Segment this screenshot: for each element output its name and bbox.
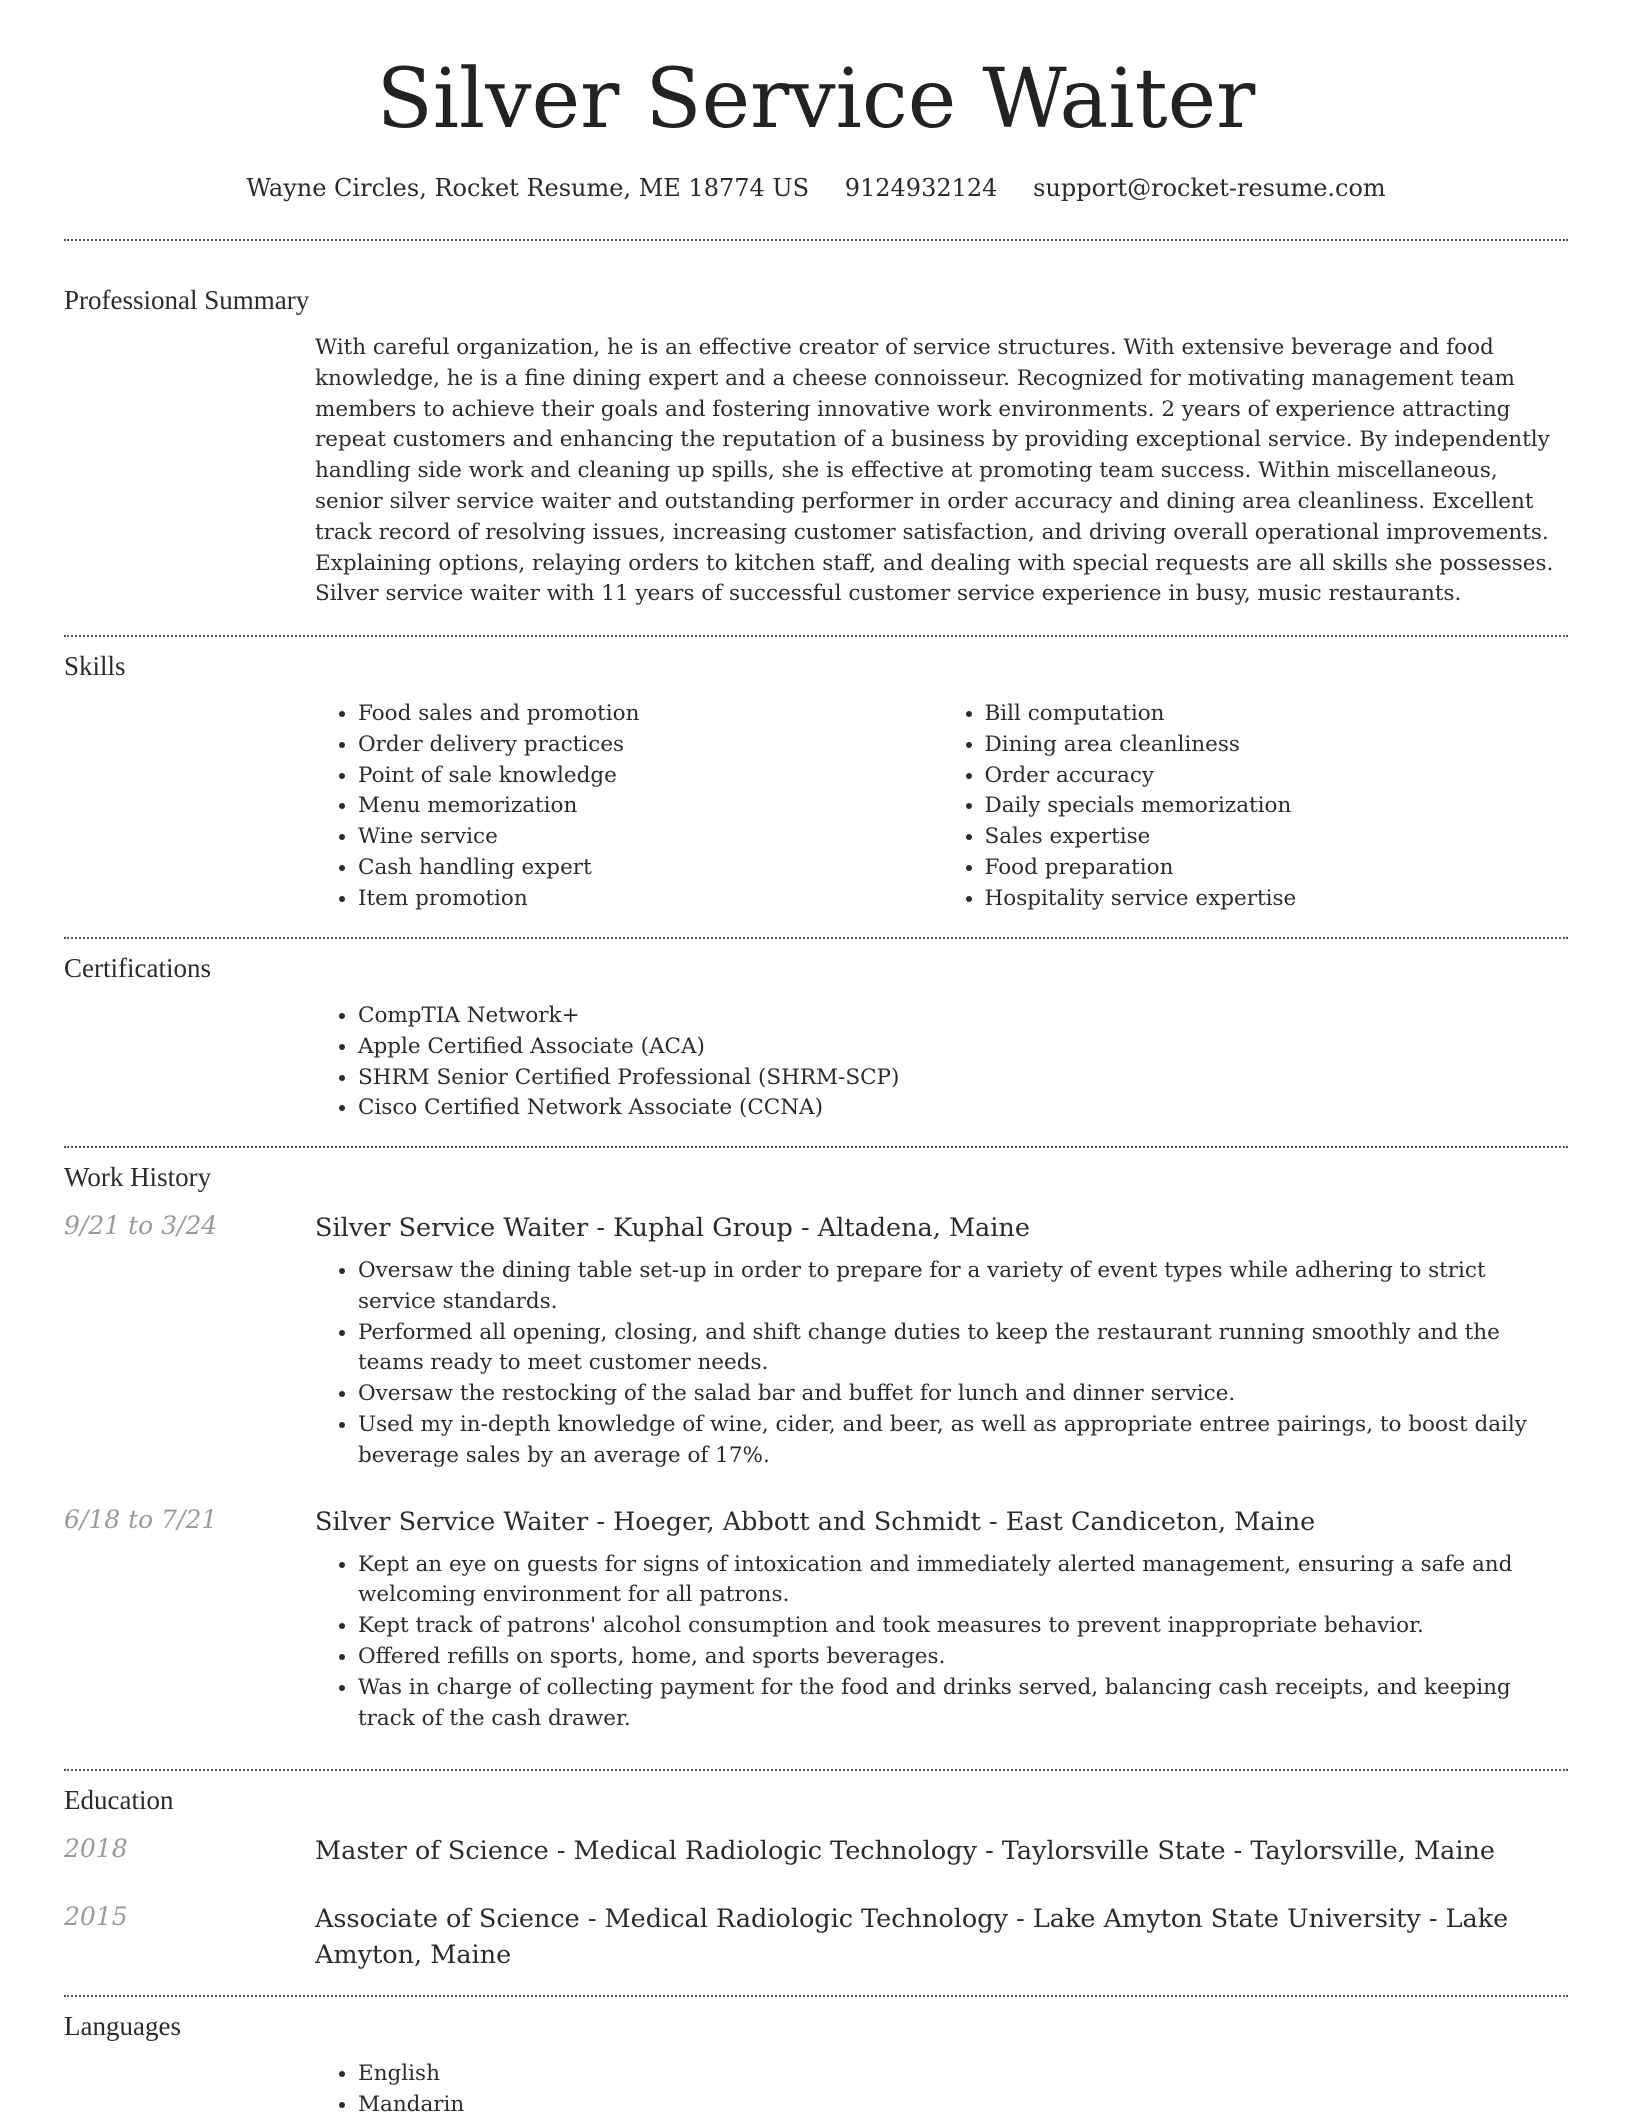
skill-item: • Cash handling expert	[358, 853, 942, 884]
job-duty-item: • Offered refills on sports, home, and sports beverages.	[358, 1642, 1568, 1673]
skill-item: • Order delivery practices	[358, 730, 942, 761]
section-divider	[64, 1769, 1568, 1771]
section-divider	[64, 635, 1568, 637]
skill-item: • Order accuracy	[985, 761, 1569, 792]
skill-item: • Item promotion	[358, 884, 942, 915]
contact-email: support@rocket-resume.com	[1033, 174, 1386, 202]
certifications-list	[315, 1001, 1568, 1124]
contact-phone: 9124932124	[844, 174, 998, 202]
education-title: Associate of Science - Medical Radiologic Technology - Lake Amyton State University - Lake Amyton, Maine	[315, 1904, 1509, 1970]
skill-item: • Bill computation	[985, 699, 1569, 730]
contact-address: Wayne Circles, Rocket Resume, ME 18774 US	[246, 174, 810, 202]
languages-section	[64, 1995, 1568, 2121]
skill-item: • Hospitality service expertise	[985, 884, 1569, 915]
education-entry	[64, 1833, 1568, 1869]
skill-item: • Daily specials memorization	[985, 791, 1569, 822]
education-year: 2018	[64, 1834, 128, 1863]
job-entry	[64, 1210, 1568, 1472]
job-duty-list	[315, 1550, 1568, 1735]
job-duty-item: • Used my in-depth knowledge of wine, cider, and beer, as well as appropriate entree pairings, to boost daily beverage sales by an average of 17%.	[358, 1410, 1568, 1472]
languages-list	[315, 2059, 1568, 2121]
job-duty-item: • Kept track of patrons' alcohol consumption and took measures to prevent inappropriate behavior.	[358, 1611, 1568, 1642]
job-duty-item: • Was in charge of collecting payment for the food and drinks served, balancing cash receipts, and keeping track of the cash drawer.	[358, 1673, 1568, 1735]
job-duty-item: • Oversaw the restocking of the salad bar and buffet for lunch and dinner service.	[358, 1379, 1568, 1410]
certification-item: • Cisco Certified Network Associate (CCNA)	[358, 1093, 1568, 1124]
certification-item: • CompTIA Network+	[358, 1001, 1568, 1032]
summary-text: With careful organization, he is an effective creator of service structures. With extensive beverage and food knowledge, he is a fine dining expert and a cheese connoisseur. Recognized for motivating management team members to achieve their goals and fostering innovative work environments. 2 years of experience attracting repeat customers and enhancing the reputation of a business by providing exceptional service. By independently handling side work and cleaning up spills, she is effective at promoting team success. Within miscellaneous, senior silver service waiter and outstanding performer in order accuracy and dining area cleanliness. Excellent track record of resolving issues, increasing customer satisfaction, and driving overall operational improvements. Explaining options, relaying orders to kitchen staff, and dealing with special requests are all skills she possesses. Silver service waiter with 11 years of successful customer service experience in busy, music restaurants.	[315, 335, 1554, 607]
skills-columns	[315, 699, 1568, 915]
languages-body	[315, 2059, 1568, 2121]
section-divider	[64, 239, 1568, 241]
resume-name: Silver Service Waiter	[376, 52, 1256, 147]
skill-item: • Menu memorization	[358, 791, 942, 822]
job-duties	[315, 1550, 1568, 1735]
skill-item: • Food sales and promotion	[358, 699, 942, 730]
education-entry	[64, 1901, 1568, 1973]
job-duties	[315, 1256, 1568, 1472]
certification-item: • Apple Certified Associate (ACA)	[358, 1032, 1568, 1063]
job-duty-item: • Oversaw the dining table set-up in order to prepare for a variety of event types while adhering to strict service standards.	[358, 1256, 1568, 1318]
job-title: Silver Service Waiter - Kuphal Group - Altadena, Maine	[315, 1213, 1030, 1243]
job-duty-item: • Kept an eye on guests for signs of intoxication and immediately alerted management, ensuring a safe and welcoming environment for all patrons.	[358, 1550, 1568, 1612]
certifications-heading: Certifications	[64, 953, 211, 983]
skill-item: • Point of sale knowledge	[358, 761, 942, 792]
section-divider	[64, 1995, 1568, 1997]
skills-list-left	[315, 699, 942, 915]
skill-item: • Wine service	[358, 822, 942, 853]
job-dates: 6/18 to 7/21	[64, 1504, 218, 1534]
skill-item: • Sales expertise	[985, 822, 1569, 853]
section-divider	[64, 937, 1568, 939]
skills-list-right	[942, 699, 1569, 915]
job-entry	[64, 1504, 1568, 1735]
certifications-body	[315, 1001, 1568, 1124]
job-duty-item: • Performed all opening, closing, and shift change duties to keep the restaurant running smoothly and the teams ready to meet customer needs.	[358, 1318, 1568, 1380]
certifications-section	[64, 937, 1568, 1124]
job-title: Silver Service Waiter - Hoeger, Abbott and Schmidt - East Candiceton, Maine	[315, 1506, 1316, 1537]
education-year: 2015	[64, 1902, 128, 1931]
language-item: • English	[358, 2059, 1568, 2090]
job-dates: 9/21 to 3/24	[64, 1211, 218, 1240]
skill-item: • Food preparation	[985, 853, 1569, 884]
skills-heading: Skills	[64, 651, 126, 681]
education-section	[64, 1769, 1568, 1973]
skill-item: • Dining area cleanliness	[985, 730, 1569, 761]
summary-section	[64, 239, 1568, 610]
languages-heading: Languages	[64, 2011, 181, 2041]
education-heading: Education	[64, 1785, 174, 1815]
language-item: • Mandarin	[358, 2090, 1568, 2121]
summary-heading: Professional Summary	[64, 285, 310, 315]
skills-section	[64, 635, 1568, 915]
work-history-heading: Work History	[64, 1162, 212, 1192]
education-title: Master of Science - Medical Radiologic Technology - Taylorsville State - Taylorsville, Maine	[315, 1836, 1495, 1866]
certification-item: • SHRM Senior Certified Professional (SHRM-SCP)	[358, 1063, 1568, 1094]
work-history-section	[64, 1146, 1568, 1734]
job-duty-list	[315, 1256, 1568, 1472]
contact-line	[0, 172, 1632, 204]
section-divider	[64, 1146, 1568, 1148]
